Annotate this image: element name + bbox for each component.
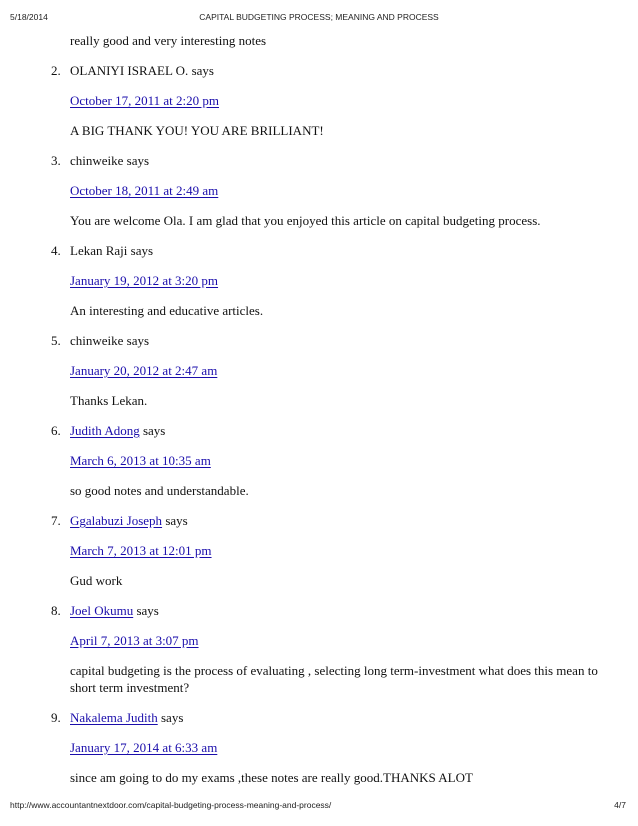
says-label: says <box>142 423 166 438</box>
comment-author-line <box>70 512 188 529</box>
says-label: says <box>160 710 184 725</box>
comment-text: You are welcome Ola. I am glad that you enjoyed this article on capital budgeting process. <box>70 213 541 228</box>
says-label: says <box>191 63 214 78</box>
comment-text: Thanks Lekan. <box>70 393 148 408</box>
comment-date-link[interactable]: October 18, 2011 at 2:49 am <box>70 183 219 198</box>
comment-author-line <box>70 709 183 726</box>
comment-number: 8. <box>51 603 61 618</box>
says-label: says <box>136 603 159 618</box>
comment-author-line <box>70 242 153 259</box>
comment-number: 2. <box>51 63 61 78</box>
page-header <box>10 12 628 26</box>
comment-date-link[interactable]: March 6, 2013 at 10:35 am <box>70 453 211 468</box>
comment-date-link[interactable]: January 19, 2012 at 3:20 pm <box>70 273 219 288</box>
comment-text: An interesting and educative articles. <box>70 303 264 318</box>
comment-date-link[interactable]: October 17, 2011 at 2:20 pm <box>70 93 219 108</box>
comment-number: 5. <box>51 333 61 348</box>
comment-author: chinweike <box>70 153 124 168</box>
says-label: says <box>165 513 188 528</box>
comment-author-line <box>70 332 149 349</box>
comment-author-line <box>70 62 214 79</box>
comment-author-link[interactable]: Nakalema Judith <box>70 710 158 725</box>
page-title: CAPITAL BUDGETING PROCESS; MEANING AND PROCESS <box>199 12 439 22</box>
comment-author: chinweike <box>70 333 124 348</box>
comment-text: capital budgeting is the process of evaluating , selecting long term-investment what does this mean to short term investment? <box>70 663 598 695</box>
comment-number: 6. <box>51 423 61 438</box>
comment-date-link[interactable]: March 7, 2013 at 12:01 pm <box>70 543 212 558</box>
comment-author-link[interactable]: Ggalabuzi Joseph <box>70 513 163 528</box>
comment-author-link[interactable]: Judith Adong <box>70 423 140 438</box>
print-date: 5/18/2014 <box>10 12 48 22</box>
comment-author-line <box>70 152 149 169</box>
comment-number: 9. <box>51 710 61 725</box>
comment-number: 4. <box>51 243 61 258</box>
comment-1-text: really good and very interesting notes <box>70 33 267 48</box>
says-label: says <box>126 153 150 168</box>
page-number: 4/7 <box>614 800 626 810</box>
comment-number: 7. <box>51 513 61 528</box>
comment-author-line <box>70 422 165 439</box>
comment-date-link[interactable]: January 17, 2014 at 6:33 am <box>70 740 218 755</box>
comment-text: Gud work <box>70 573 123 588</box>
comment-text: A BIG THANK YOU! YOU ARE BRILLIANT! <box>70 123 324 138</box>
comment-text: so good notes and understandable. <box>70 483 249 498</box>
says-label: says <box>126 333 150 348</box>
comment-number: 3. <box>51 153 61 168</box>
comment-author: Lekan Raji <box>70 243 128 258</box>
comment-author: OLANIYI ISRAEL O. <box>70 63 189 78</box>
comment-author-link[interactable]: Joel Okumu <box>70 603 134 618</box>
says-label: says <box>130 243 154 258</box>
comment-text: since am going to do my exams ,these notes are really good.THANKS ALOT <box>70 770 473 785</box>
comment-date-link[interactable]: January 20, 2012 at 2:47 am <box>70 363 218 378</box>
page-footer <box>10 800 626 814</box>
comment-date-link[interactable]: April 7, 2013 at 3:07 pm <box>70 633 199 648</box>
comment-author-line <box>70 602 159 619</box>
source-url: http://www.accountantnextdoor.com/capital-budgeting-process-meaning-and-process/ <box>10 800 332 810</box>
